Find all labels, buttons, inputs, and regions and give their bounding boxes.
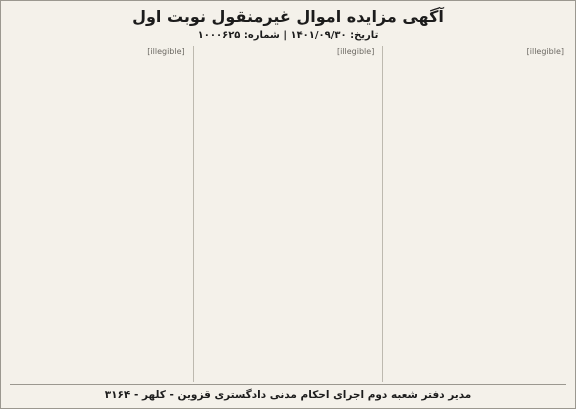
notice-title: آگهی مزایده اموال غیرمنقول نوبت اول [132,7,444,26]
notice-date-number: تاریخ: ۱۴۰۱/۰۹/۳۰ | شماره: ۱۰۰۰۶۲۵ [197,30,379,41]
notice-signature: مدیر دفتر شعبه دوم اجرای احکام مدنی دادگستری قزوین - کلهر - ۳۱۶۴ [10,384,566,403]
column-left-text: [illegible] [147,47,185,56]
column-divider [193,46,194,382]
notice-body [10,46,566,382]
column-middle-text: [illegible] [336,47,375,56]
column-right [389,46,566,382]
column-middle [200,46,377,382]
column-right-text: [illegible] [526,47,564,56]
column-divider [382,46,383,382]
column-left [10,46,187,382]
